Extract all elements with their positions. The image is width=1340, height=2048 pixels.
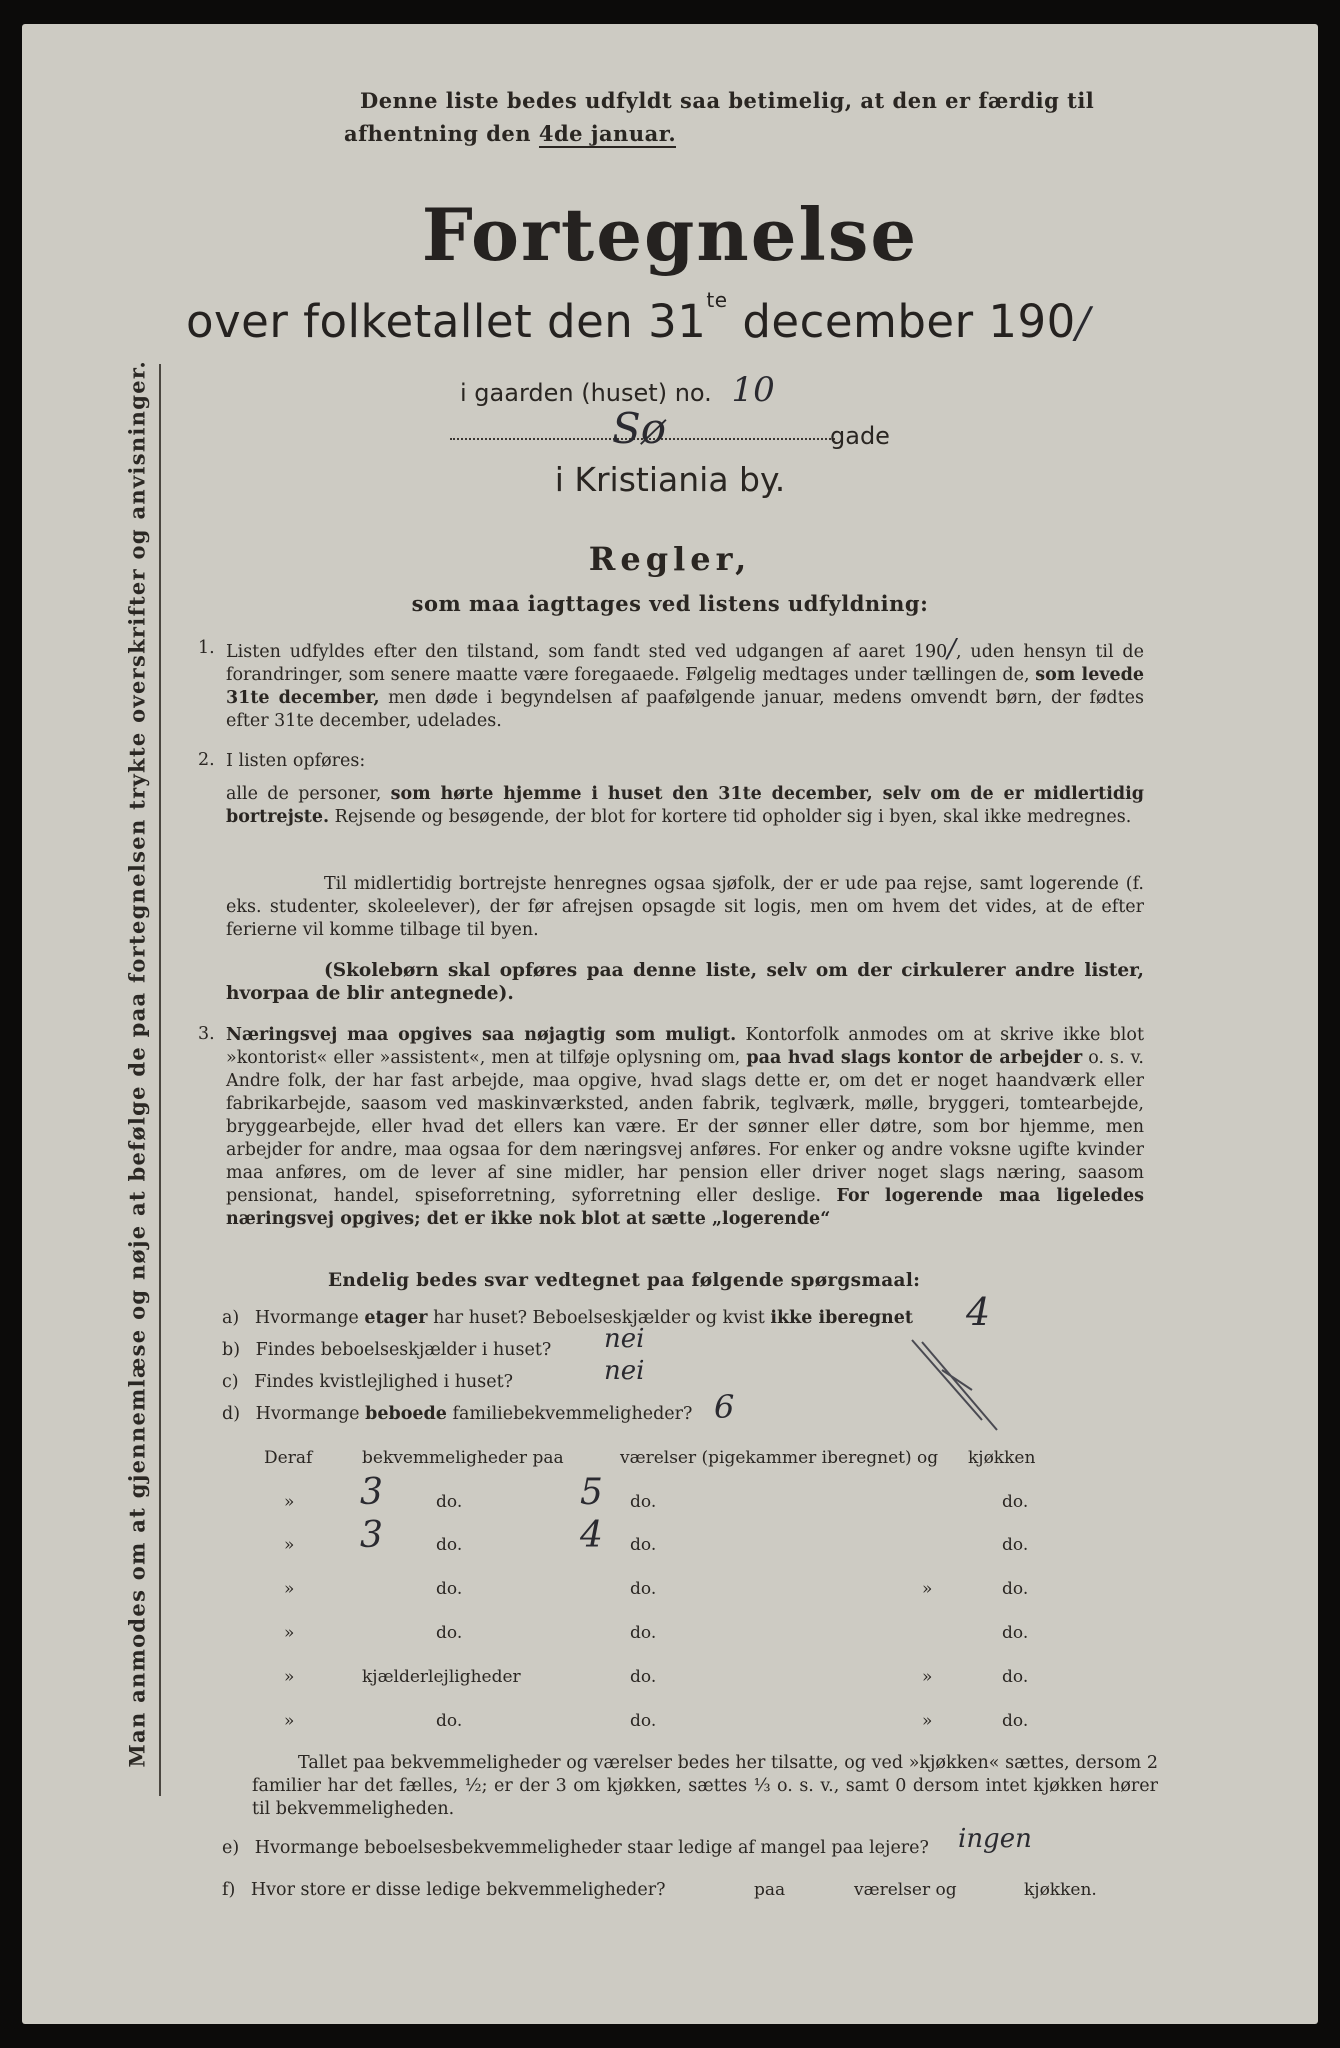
header-vaer: værelser (pigekammer iberegnet) og	[620, 1448, 939, 1468]
answer-e: ingen	[958, 1824, 1032, 1854]
rule-3-bold-2: paa hvad slags kontor de arbejder	[746, 1048, 1083, 1068]
subtitle	[186, 288, 1090, 348]
rooms-count: 3	[360, 1472, 383, 1513]
ditto-mark: »	[284, 1711, 295, 1731]
rule-1-number: 1.	[198, 638, 215, 658]
ditto-cell: do.	[1002, 1667, 1029, 1687]
ditto-cell: do.	[1002, 1579, 1029, 1599]
ditto-cell: do.	[436, 1623, 463, 1643]
table-note: Tallet paa bekvemmeligheder og værelser bedes her tilsatte, og ved »kjøkken« sættes, dersom 2 familier har det fælles, ½; er der 3 om kjøkken, sættes ⅓ o. s. v., samt 0 dersom intet kjøkken hører til bekvemmeligheden.	[252, 1753, 1158, 1819]
ditto-cell: do.	[630, 1711, 657, 1731]
rule-1-handwritten: /	[947, 634, 956, 664]
subtitle-text: over folketallet den 31	[186, 295, 707, 348]
rule-3-text	[226, 1024, 1144, 1231]
pickup-notice	[344, 84, 1095, 150]
rule-3-bold-1: Næringsvej maa opgives saa nøjagtig som muligt.	[226, 1025, 737, 1045]
ditto-mark: »	[922, 1579, 933, 1599]
rule-2-intro: I listen opføres:	[226, 751, 366, 771]
ditto-cell: do.	[630, 1667, 657, 1687]
qe-text: Hvormange beboelsesbekvemmeligheder staar ledige af mangel paa lejere?	[254, 1838, 929, 1858]
header-deraf: Deraf	[264, 1448, 313, 1468]
notice-line-2	[344, 117, 1094, 150]
rule-2-a: alle de personer,	[226, 784, 382, 804]
rooms-count: 3	[360, 1515, 383, 1556]
qf-label: f)	[222, 1880, 236, 1900]
ditto-cell: do.	[630, 1579, 657, 1599]
qf-paa: paa	[754, 1880, 786, 1900]
rule-2-para-2: Til midlertidig bortrejste henregnes ogsaa sjøfolk, der er ude paa rejse, samt logerende (f. eks. studenter, skoleelever), der før afrejsen opsagde sit logis, men om hvem det vides, at de efter ferierne vil komme tilbage til byen.	[226, 874, 1144, 940]
rule-3-b: o. s. v. Andre folk, der har fast arbejde, maa opgive, hvad slags dette er, om det er noget haandværk eller fabrikarbejde, saasom ved maskinværksted, anden fabrik, teglværk, mølle, bryggeri, tomtearbejde, bryggearbejde, eller hvad det ellers kan være. Er der sønner eller døtre, som bor hjemme, men arbejder for andre, maa ogsaa for dem næringsvej anføres. For enker og andre voksne ugifte kvinder maa anføres, om de lever af sine midler, har pension eller driver noget slags næring, saasom pensionat, handel, spiseforretning, syforretning eller deslige.	[226, 1048, 1144, 1206]
rules-subheading: som maa iagttages ved listens udfyldning:	[411, 591, 929, 616]
qd-text-1: Hvormange	[255, 1404, 360, 1424]
rules-heading: Regler,	[588, 540, 752, 578]
qa-label: a)	[222, 1308, 240, 1328]
question-f	[222, 1880, 665, 1900]
ditto-mark: »	[922, 1711, 933, 1731]
rule-3-bold-3: For logerende maa ligeledes næringsvej opgives; det er ikke nok blot at sætte „logerende“	[226, 1186, 1144, 1229]
house-number-handwritten: 10	[731, 370, 775, 410]
margin-rule	[159, 364, 161, 1796]
answer-c: nei	[604, 1356, 645, 1386]
street-handwritten: Sø	[612, 404, 667, 453]
ditto-mark: »	[284, 1623, 295, 1643]
question-b	[222, 1340, 551, 1360]
qa-text-1: Hvormange	[254, 1308, 359, 1328]
rule-2-b: Rejsende og besøgende, der blot for kortere tid opholder sig i byen, skal ikke medregnes.	[334, 807, 1132, 827]
room-size: 4	[580, 1515, 603, 1556]
ditto-cell: do.	[1002, 1535, 1029, 1555]
question-d	[222, 1404, 692, 1424]
question-a	[222, 1308, 913, 1328]
rule-1-bold: som levede 31te december,	[226, 665, 1144, 708]
qf-kjokken: kjøkken.	[1024, 1880, 1097, 1900]
census-form	[22, 24, 1318, 2024]
ditto-mark: »	[922, 1667, 933, 1687]
ditto-cell: do.	[436, 1492, 463, 1512]
ditto-mark: »	[284, 1535, 295, 1555]
pickup-date: 4de januar.	[538, 121, 677, 146]
questions-heading: Endelig bedes svar vedtegnet paa følgende spørgsmaal:	[328, 1270, 921, 1291]
page-title: Fortegnelse	[421, 192, 919, 277]
ditto-cell: do.	[1002, 1492, 1029, 1512]
qa-text-2: har huset? Beboelseskjælder og kvist	[433, 1308, 765, 1328]
ditto-mark: »	[284, 1492, 295, 1512]
rule-3-a: Kontorfolk anmodes om at skrive ikke blot »kontorist« eller »assistent«, men at tilføje oplysning om,	[226, 1025, 1144, 1068]
ditto-cell: do.	[1002, 1711, 1029, 1731]
rule-1-a: Listen udfyldes efter den tilstand, som fandt sted ved udgangen af aaret 190	[226, 642, 948, 662]
subtitle-year: december 190	[727, 295, 1076, 348]
notice-prefix: afhentning den	[344, 121, 539, 146]
header-bekv: bekvemmeligheder paa	[362, 1448, 564, 1468]
qa-bold-1: etager	[364, 1308, 428, 1328]
ditto-cell: do.	[436, 1711, 463, 1731]
qb-text: Findes beboelseskjælder i huset?	[255, 1340, 552, 1360]
question-c	[222, 1372, 513, 1392]
ditto-cell: do.	[1002, 1623, 1029, 1643]
ditto-cell: do.	[436, 1579, 463, 1599]
answer-d: 6	[714, 1388, 735, 1426]
basement-apartments-label: kjælderlejligheder	[362, 1667, 521, 1687]
margin-instruction: Man anmodes om at gjennemlæse og nøje at befølge de paa fortegnelsen trykte overskrifter og anvisninger.	[124, 360, 150, 1768]
ditto-cell: do.	[630, 1535, 657, 1555]
rule-1-text	[226, 634, 1144, 733]
rule-2-text	[226, 783, 1144, 829]
qa-bold-2: ikke iberegnet	[770, 1308, 914, 1328]
qd-bold: beboede	[365, 1404, 447, 1424]
qe-label: e)	[222, 1838, 240, 1858]
ditto-mark: »	[284, 1667, 295, 1687]
ditto-cell: do.	[630, 1492, 657, 1512]
qd-label: d)	[222, 1404, 241, 1424]
house-label: i gaarden (huset) no.	[460, 379, 712, 407]
answer-a: 4	[966, 1290, 991, 1334]
rule-2-para-3: (Skolebørn skal opføres paa denne liste, selv om der cirkulerer andre lister, hvorpaa de blir antegnede).	[226, 960, 1144, 1004]
ditto-mark: »	[284, 1579, 295, 1599]
subtitle-sup: te	[706, 288, 728, 312]
ditto-cell: do.	[630, 1623, 657, 1643]
qc-text: Findes kvistlejlighed i huset?	[254, 1372, 514, 1392]
room-size: 5	[580, 1472, 603, 1513]
rule-2-number: 2.	[198, 750, 215, 770]
pencil-strokes	[902, 1330, 1012, 1440]
rule-2-bold: som hørte hjemme i huset den 31te december, selv om de er midlertidig bortrejste.	[226, 784, 1144, 827]
qb-label: b)	[222, 1340, 241, 1360]
ditto-cell: do.	[436, 1535, 463, 1555]
qf-text: Hvor store er disse ledige bekvemmeligheder?	[250, 1880, 666, 1900]
city-line: i Kristiania by.	[554, 460, 786, 499]
answer-b: nei	[604, 1324, 645, 1354]
year-handwritten: /	[1075, 298, 1091, 347]
notice-line-1: Denne liste bedes udfyldt saa betimelig, at den er færdig til	[360, 88, 1095, 113]
header-kjok: kjøkken	[968, 1448, 1036, 1468]
rule-1-b: , uden hensyn til de forandringer, som senere maatte være foregaaede. Følgelig medtages under tællingen de,	[226, 642, 1144, 685]
question-e	[222, 1838, 929, 1858]
qd-text-2: familiebekvemmeligheder?	[452, 1404, 693, 1424]
qf-vaerelser: værelser og	[854, 1880, 957, 1900]
rule-1-c: men døde i begyndelsen af paafølgende januar, medens omvendt børn, der fødtes efter 31te december, udelades.	[226, 688, 1144, 731]
qc-label: c)	[222, 1372, 239, 1392]
street-suffix: gade	[830, 422, 890, 450]
rule-3-number: 3.	[198, 1024, 215, 1044]
